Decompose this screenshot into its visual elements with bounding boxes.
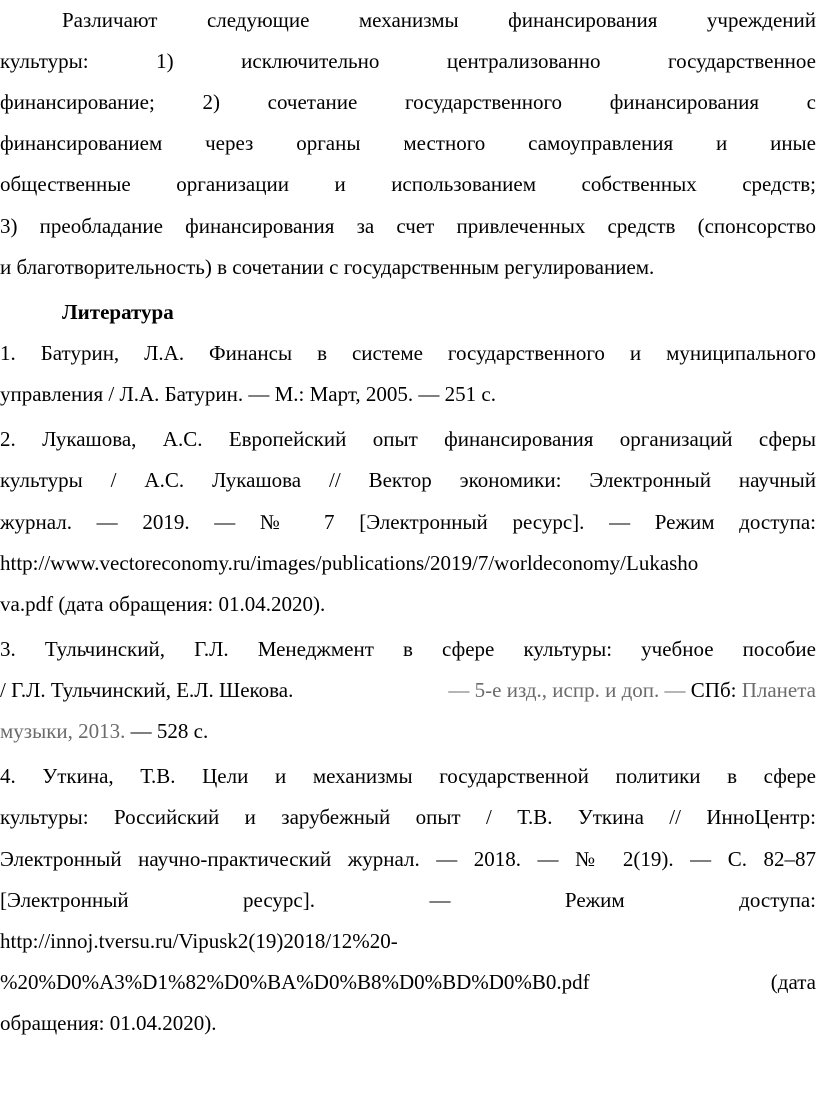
intro-line: финансирование; 2) сочетание государственного финансирования с [0, 90, 816, 114]
intro-line: общественные организации и использованием собственных средств; [0, 172, 816, 196]
intro-line: финансированием через органы местного самоуправления и иные [0, 131, 816, 155]
reference-line: 4. Уткина, Т.В. Цели и механизмы государственной политики в сфере [0, 764, 816, 788]
reference-2-url-part1[interactable]: http://www.vectoreconomy.ru/images/publications/2019/7/worldeconomy/Lukasho [0, 551, 699, 575]
reference-line: журнал. — 2019. — № 7 [Электронный ресурс]. — Режим доступа: [0, 510, 816, 534]
reference-4-access-label: (дата [770, 970, 816, 994]
reference-line: культуры: Российский и зарубежный опыт / Т.В. Уткина // ИнноЦентр: [0, 805, 816, 829]
reference-line: обращения: 01.04.2020). [0, 1011, 217, 1035]
reference-3-edition-block [448, 675, 816, 705]
reference-line: управления / Л.А. Батурин. — М.: Март, 2005. — 251 с. [0, 382, 496, 406]
reference-4-url-part1[interactable]: http://innoj.tversu.ru/Vipusk2(19)2018/12%20- [0, 929, 398, 953]
reference-3-pages: — 528 с. [125, 719, 209, 743]
reference-2-url-part2[interactable]: va.pdf [0, 592, 54, 616]
reference-url-line [0, 926, 816, 956]
reference-line: культуры / А.С. Лукашова // Вектор экономики: Электронный научный [0, 468, 816, 492]
reference-line: 1. Батурин, Л.А. Финансы в системе государственного и муниципального [0, 341, 816, 365]
reference-url-line [0, 548, 816, 578]
intro-line: Различают следующие механизмы финансирования учреждений [62, 8, 816, 32]
reference-3-line2-row [0, 675, 816, 705]
reference-4-url-part2[interactable]: %20%D0%A3%D1%82%D0%BA%D0%B8%D0%BD%D0%B0.pdf [0, 970, 590, 994]
intro-line: и благотворительность) в сочетании с государственным регулированием. [0, 255, 655, 279]
intro-line: 3) преобладание финансирования за счет привлеченных средств (спонсорство [0, 214, 816, 238]
reference-line: 2. Лукашова, А.С. Европейский опыт финансирования организаций сферы [0, 427, 816, 451]
reference-line [0, 716, 816, 746]
intro-line: культуры: 1) исключительно централизованно государственное [0, 49, 816, 73]
reference-3-authors: / Г.Л. Тульчинский, Е.Л. Шекова. [0, 678, 294, 702]
reference-3-publisher-part2: музыки, 2013. [0, 719, 126, 743]
reference-line: 3. Тульчинский, Г.Л. Менеджмент в сфере культуры: учебное пособие [0, 637, 816, 661]
reference-3-publisher-part1: Планета [741, 678, 816, 702]
reference-line: [Электронный ресурс]. — Режим доступа: [0, 888, 816, 912]
reference-3-city: СПб: [685, 678, 742, 702]
reference-line: Электронный научно-практический журнал. — 2018. — № 2(19). — С. 82–87 [0, 847, 816, 871]
reference-4-url-row [0, 967, 816, 997]
reference-line [0, 589, 816, 619]
reference-3-edition: — 5-е изд., испр. и доп. — [448, 678, 686, 702]
reference-url-line [0, 967, 816, 997]
literature-heading: Литература [62, 300, 174, 324]
reference-line [0, 675, 816, 705]
reference-2-access-date: (дата обращения: 01.04.2020). [53, 592, 326, 616]
